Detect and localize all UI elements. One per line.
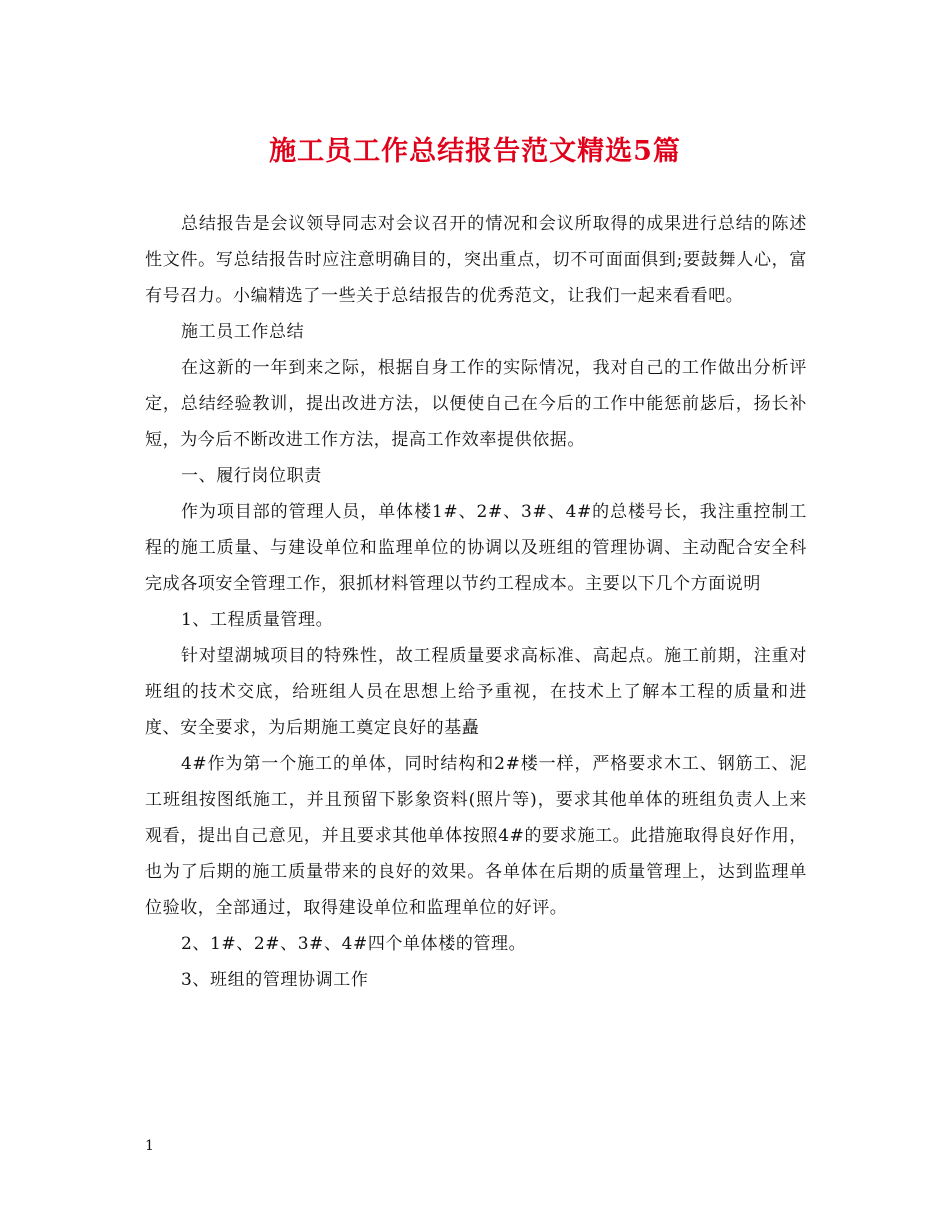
section-heading: 一、履行岗位职责 — [181, 466, 322, 486]
paragraph: 作为项目部的管理人员，单体楼1#、2#、3#、4#的总楼号长，我注重控制工程的施工质量、与建设单位和监理单位的协调以及班组的管理协调、主动配合安全科完成各项安全管理工作，狠抓材料管理以节约工程成本。主要以下几个方面说明 — [145, 502, 807, 594]
paragraph: 4#作为第一个施工的单体，同时结构和2#楼一样，严格要求木工、钢筋工、泥工班组按图纸施工，并且预留下影象资料(照片等)，要求其他单体的班组负责人上来观看，提出自己意见，并且要求其他单体按照4#的要求施工。此措施取得良好作用，也为了后期的施工质量带来的良好的效果。各单体在后期的质量管理上，达到监理单位验收，全部通过，取得建设单位和监理单位的好评。 — [145, 754, 807, 918]
paragraph: 在这新的一年到来之际，根据自身工作的实际情况，我对自己的工作做出分析评定，总结经验教训，提出改进方法，以便使自己在今后的工作中能惩前毖后，扬长补短，为今后不断改进工作方法，提高工作效率提供依据。 — [145, 358, 807, 450]
subsection-heading: 1、工程质量管理。 — [181, 610, 334, 630]
paragraph-intro: 总结报告是会议领导同志对会议召开的情况和会议所取得的成果进行总结的陈述性文件。写总结报告时应注意明确目的，突出重点，切不可面面俱到;要鼓舞人心，富有号召力。小编精选了一些关于总结报告的优秀范文，让我们一起来看看吧。 — [145, 214, 807, 306]
subsection-heading: 3、班组的管理协调工作 — [181, 970, 369, 990]
subsection-heading: 2、1#、2#、3#、4#四个单体楼的管理。 — [181, 934, 527, 954]
paragraph: 针对望湖城项目的特殊性，故工程质量要求高标准、高起点。施工前期，注重对班组的技术交底，给班组人员在思想上给予重视，在技术上了解本工程的质量和进度、安全要求，为后期施工奠定良好的基矗 — [145, 646, 807, 738]
document-title: 施工员工作总结报告范文精选5篇 — [269, 136, 681, 167]
section-heading: 施工员工作总结 — [181, 322, 305, 342]
page-number: 1 — [145, 1138, 154, 1154]
document-body — [145, 206, 807, 998]
